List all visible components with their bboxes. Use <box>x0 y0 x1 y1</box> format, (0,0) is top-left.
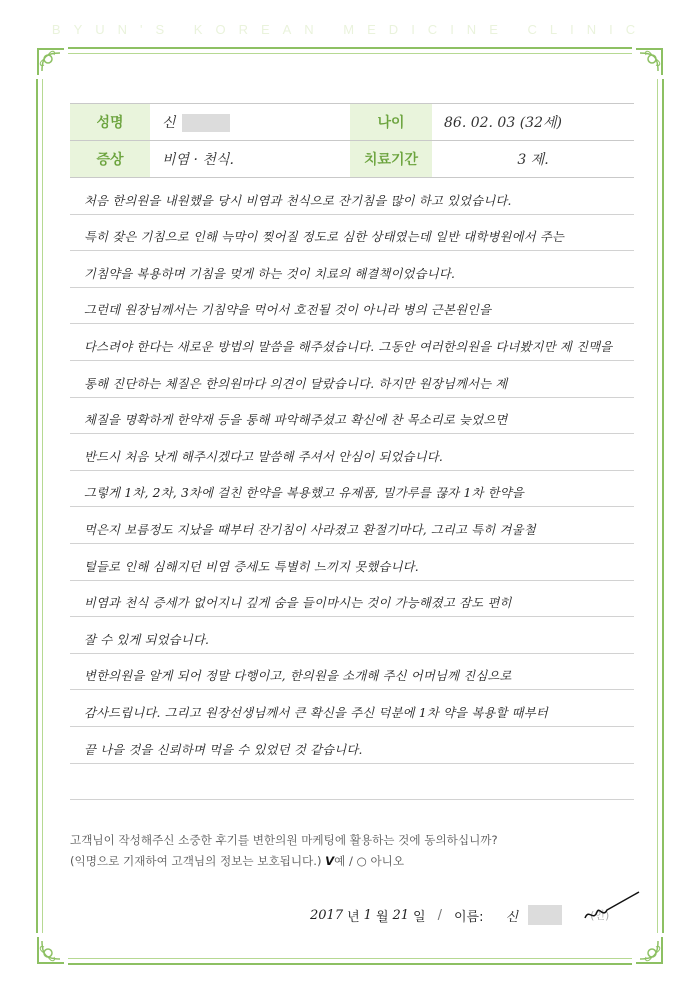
name-label: 성명 <box>70 104 150 141</box>
consent-section <box>70 830 634 872</box>
signer-name: 신 <box>505 909 519 925</box>
consent-separator: / <box>349 854 353 868</box>
date-day: 21 <box>392 907 410 923</box>
signature-separator: / <box>437 907 442 923</box>
review-line <box>70 764 634 801</box>
review-line: 처음 한의원을 내원했을 당시 비염과 천식으로 잔기침을 많이 하고 있었습니다. <box>70 178 634 215</box>
patient-info-table <box>70 103 634 178</box>
yes-label: 예 <box>334 854 346 868</box>
age-label: 나이 <box>350 104 432 141</box>
clinic-watermark: BYUN'S KOREAN MEDICINE CLINIC <box>51 22 649 37</box>
yes-checkbox[interactable]: V <box>325 854 335 868</box>
signature-row <box>310 905 609 925</box>
review-line: 먹은지 보름정도 지났을 때부터 잔기침이 사라졌고 환절기마다, 그리고 특히 겨울철 <box>70 507 634 544</box>
redacted-block <box>182 114 230 132</box>
symptom-label: 증상 <box>70 141 150 178</box>
month-unit: 월 <box>375 909 389 925</box>
symptom-value: 비염 · 천식. <box>150 141 350 178</box>
no-checkbox[interactable]: ○ <box>356 854 367 868</box>
day-unit: 일 <box>413 909 426 925</box>
review-line: 그렇게 1차, 2차, 3차에 걸친 한약을 복용했고 유제품, 밀가루를 끊자 1차 한약을 <box>70 471 634 508</box>
seal-mark: (인) <box>590 909 610 922</box>
review-line: 잘 수 있게 되었습니다. <box>70 617 634 654</box>
year-unit: 년 <box>347 909 360 925</box>
name-label-signature: 이름: <box>454 909 484 925</box>
review-line: 특히 잦은 기침으로 인해 늑막이 찢어질 정도로 심한 상태였는데 일반 대학병원에서 주는 <box>70 215 634 252</box>
review-line: 비염과 천식 증세가 없어지니 깊게 숨을 들이마시는 것이 가능해졌고 잠도 편히 <box>70 581 634 618</box>
review-line: 털들로 인해 심해지던 비염 증세도 특별히 느끼지 못했습니다. <box>70 544 634 581</box>
no-label: 아니오 <box>370 854 405 868</box>
date-year: 2017 <box>310 907 344 923</box>
review-line: 다스려야 한다는 새로운 방법의 말씀을 해주셨습니다. 그동안 여러한의원을 다녀봤지만 제 진맥을 <box>70 324 634 361</box>
corner-ornament-icon <box>34 45 68 79</box>
handwritten-signature-icon <box>583 888 643 932</box>
treatment-period-value: 3 제. <box>432 141 634 178</box>
review-line: 감사드립니다. 그리고 원장선생님께서 큰 확신을 주신 덕분에 1차 약을 복용할 때부터 <box>70 690 634 727</box>
corner-ornament-icon <box>632 933 666 967</box>
name-field <box>150 104 350 141</box>
review-line: 변한의원을 알게 되어 정말 다행이고, 한의원을 소개해 주신 어머님께 진심으로 <box>70 654 634 691</box>
consent-options <box>70 851 634 872</box>
review-line: 통해 진단하는 체질은 한의원마다 의견이 달랐습니다. 하지만 원장님께서는 제 <box>70 361 634 398</box>
age-value: 86. 02. 03 (32세) <box>432 104 634 141</box>
name-value: 신 <box>162 115 176 131</box>
corner-ornament-icon <box>632 45 666 79</box>
consent-question: 고객님이 작성해주신 소중한 후기를 변한의원 마케팅에 활용하는 것에 동의하십니까? <box>70 833 498 847</box>
review-line: 체질을 명확하게 한약재 등을 통해 파악해주셨고 확신에 찬 목소리로 늦었으면 <box>70 398 634 435</box>
date-month: 1 <box>363 907 372 923</box>
review-line: 기침약을 복용하며 기침을 멎게 하는 것이 치료의 해결책이었습니다. <box>70 251 634 288</box>
redacted-block <box>528 905 562 925</box>
consent-note: (익명으로 기재하여 고객님의 정보는 보호됩니다.) <box>70 854 322 868</box>
corner-ornament-icon <box>34 933 68 967</box>
treatment-period-label: 치료기간 <box>350 141 432 178</box>
review-line: 끝 나을 것을 신뢰하며 먹을 수 있었던 것 같습니다. <box>70 727 634 764</box>
review-line: 그런데 원장님께서는 기침약을 먹어서 호전될 것이 아니라 병의 근본원인을 <box>70 288 634 325</box>
review-line: 반드시 처음 낫게 해주시겠다고 말씀해 주셔서 안심이 되었습니다. <box>70 434 634 471</box>
review-text-area <box>70 178 634 800</box>
